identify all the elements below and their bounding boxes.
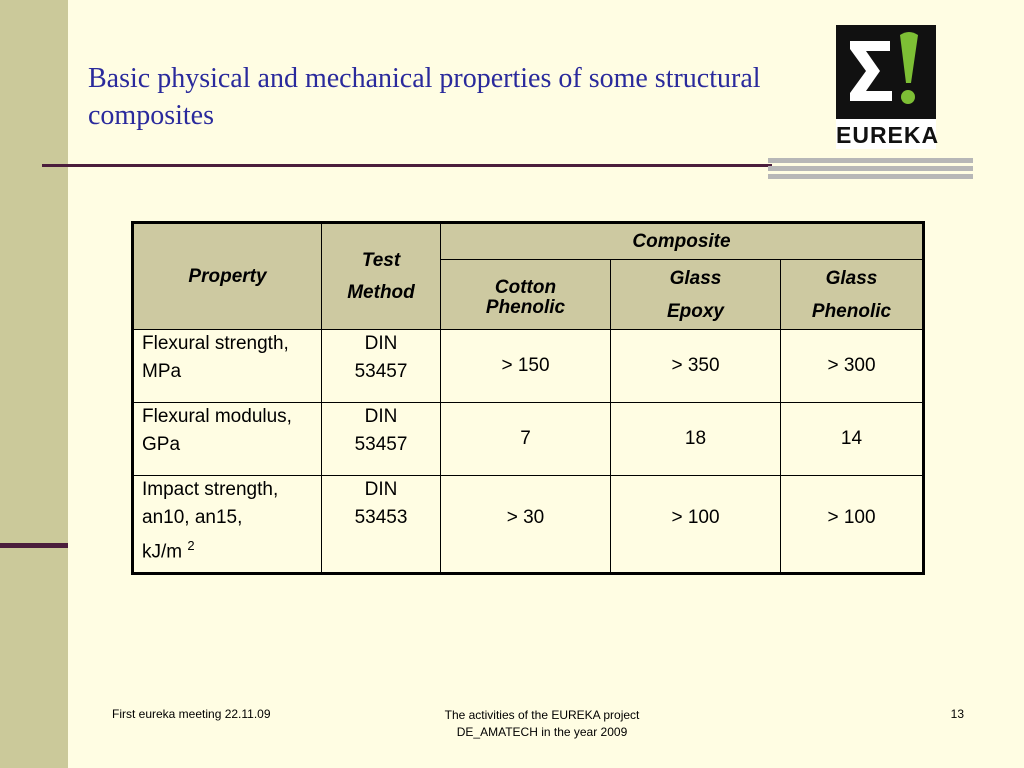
method-cell xyxy=(322,403,441,476)
header-glass-epoxy xyxy=(611,260,781,330)
footer-meeting-date: First eureka meeting 22.11.09 xyxy=(112,707,271,721)
footer-project-line: DE_AMATECH in the year 2009 xyxy=(456,725,628,739)
composite-properties-table xyxy=(131,221,925,575)
title-divider xyxy=(42,164,772,167)
page-number: 13 xyxy=(950,707,964,721)
property-cell: Flexural strength, MPa xyxy=(133,330,322,403)
method-text: 53453 xyxy=(354,507,408,528)
property-cell: Flexural modulus, GPa xyxy=(133,403,322,476)
value-cell: > 100 xyxy=(611,476,781,574)
table-header-row xyxy=(133,223,924,260)
table-row xyxy=(133,403,924,476)
header-text: Glass xyxy=(669,267,722,289)
property-cell xyxy=(133,476,322,574)
decorative-stripes xyxy=(768,158,973,180)
method-text: 53457 xyxy=(354,434,408,455)
header-text: Cotton xyxy=(494,277,557,298)
method-text: DIN xyxy=(364,479,398,500)
header-text: Epoxy xyxy=(666,300,725,322)
left-sidebar-decoration xyxy=(0,0,68,768)
property-unit: kJ/m xyxy=(142,541,183,563)
header-property: Property xyxy=(133,223,322,330)
eureka-logo xyxy=(836,25,940,149)
table-row xyxy=(133,330,924,403)
method-text: 53457 xyxy=(354,361,408,382)
value-cell: 18 xyxy=(611,403,781,476)
footer-project-line: The activities of the EUREKA project xyxy=(444,708,640,722)
header-cotton-phenolic xyxy=(441,260,611,330)
value-cell: > 150 xyxy=(441,330,611,403)
table-row xyxy=(133,476,924,574)
header-glass-phenolic xyxy=(781,260,924,330)
eureka-sigma-icon xyxy=(836,25,936,119)
value-cell: 14 xyxy=(781,403,924,476)
value-cell: > 30 xyxy=(441,476,611,574)
value-cell: 7 xyxy=(441,403,611,476)
method-cell xyxy=(322,476,441,574)
footer-project xyxy=(392,707,692,741)
header-text: Phenolic xyxy=(485,297,566,318)
header-composite: Composite xyxy=(441,223,924,260)
value-cell: > 100 xyxy=(781,476,924,574)
header-text: Phenolic xyxy=(811,300,892,322)
slide-title: Basic physical and mechanical properties of some structural composites xyxy=(88,63,761,131)
value-cell: > 350 xyxy=(611,330,781,403)
logo-label: EUREKA xyxy=(836,122,940,148)
property-unit-exponent: 2 xyxy=(187,538,195,553)
property-text: Impact strength, an10, an15, xyxy=(142,479,279,528)
method-text: DIN xyxy=(364,333,398,354)
header-test-method: Test Method xyxy=(322,223,441,330)
method-cell xyxy=(322,330,441,403)
header-text: Glass xyxy=(825,267,878,289)
value-cell: > 300 xyxy=(781,330,924,403)
method-text: DIN xyxy=(364,406,398,427)
sidebar-accent-line xyxy=(0,543,68,548)
